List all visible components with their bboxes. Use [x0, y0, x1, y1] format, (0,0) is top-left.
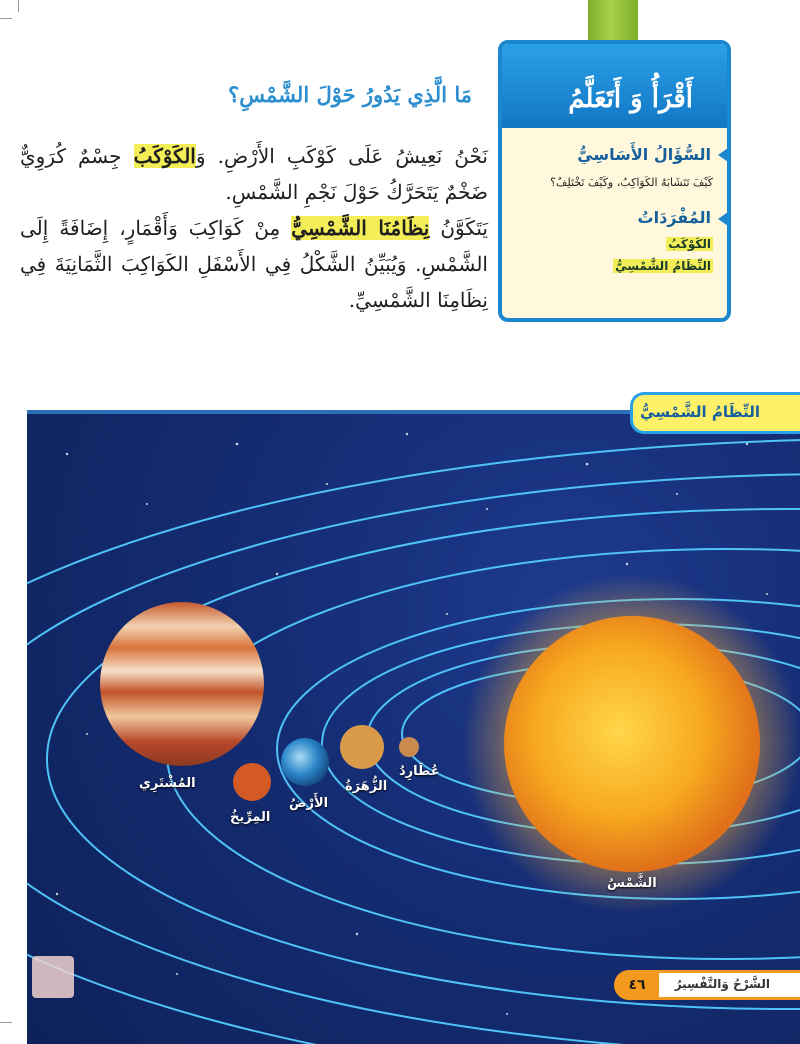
body-paragraph: [20, 138, 488, 318]
read-and-learn-box: [498, 40, 731, 322]
key-term: نِظَامُنَا الشَّمْسِيُّ: [291, 216, 430, 240]
mars-label: المِرِّيخُ: [230, 810, 271, 825]
essential-question-label: السُّؤَالُ الأَسَاسِيُّ: [577, 145, 711, 164]
paragraph-text: جِسْمٌ كُرَوِيٌّ ضَخْمٌ يَتَحَرَّكُ حَوْلَ نَجْمِ الشَّمْسِ.: [20, 144, 488, 204]
earth-label: الأَرْضُ: [289, 796, 329, 811]
crop-mark: [18, 0, 19, 12]
paragraph-text: مِنْ كَوَاكِبَ وَأَقْمَارٍ، إِضَافَةً إِلَى الشَّمْسِ. وَيُبَيِّنُ الشَّكْلُ فِي الأَسْفَلِ الكَوَاكِبَ الثَّمَانِيَةَ فِي نِظَامِنَا الشَّمْسِيِّ.: [20, 216, 488, 312]
crop-mark: [0, 18, 12, 19]
section-question-heading: مَا الَّذِي يَدُورُ حَوْلَ الشَّمْسِ؟: [228, 82, 472, 107]
jupiter-label: المُشْتَرِي: [139, 776, 196, 791]
arrow-icon: [718, 212, 728, 226]
read-and-learn-title: أَقْرَأُ وَ أَتَعَلَّمُ: [568, 84, 693, 114]
paragraph-text: يَتَكَوَّنُ: [429, 216, 489, 240]
figure-title: النِّظَامُ الشَّمْسِيُّ: [640, 403, 760, 421]
earth: [281, 738, 329, 786]
vocab-item: الكَوْكَبُ: [668, 237, 711, 251]
publisher-logo: [32, 956, 74, 998]
footer-section-label: الشَّرْحُ وَالتَّفْسِيرُ: [674, 977, 770, 991]
arrow-icon: [718, 148, 728, 162]
vocab-item: النِّظَامُ الشَّمْسِيُّ: [615, 259, 711, 273]
venus: [340, 725, 384, 769]
page-number: ٤٦: [615, 970, 659, 1000]
paragraph-text: نَحْنُ نَعِيشُ عَلَى كَوْكَبِ الأَرْضِ. وَ: [195, 144, 488, 168]
sun-label: الشَّمْسُ: [607, 876, 657, 891]
jupiter: [100, 602, 264, 766]
key-term: الكَوْكَبُ: [133, 144, 196, 168]
venus-label: الزُّهَرَةُ: [345, 779, 388, 794]
vocabulary-label: المُفْرَدَاتُ: [637, 208, 711, 227]
orbits-and-planets: [27, 414, 800, 1044]
page-footer: [614, 970, 800, 1000]
mercury-label: عُطَارِدُ: [399, 764, 440, 779]
figure-title-tag: [630, 392, 800, 434]
mercury: [399, 737, 419, 757]
read-and-learn-header: [502, 44, 727, 128]
sun: [504, 616, 760, 872]
solar-system-illustration: [27, 410, 800, 1044]
crop-mark: [0, 1022, 12, 1023]
essential-question: كَيْفَ تَتَشَابَهُ الكَوَاكِبُ، وكَيْفَ تَخْتَلِفُ؟: [550, 176, 713, 189]
mars: [233, 763, 271, 801]
